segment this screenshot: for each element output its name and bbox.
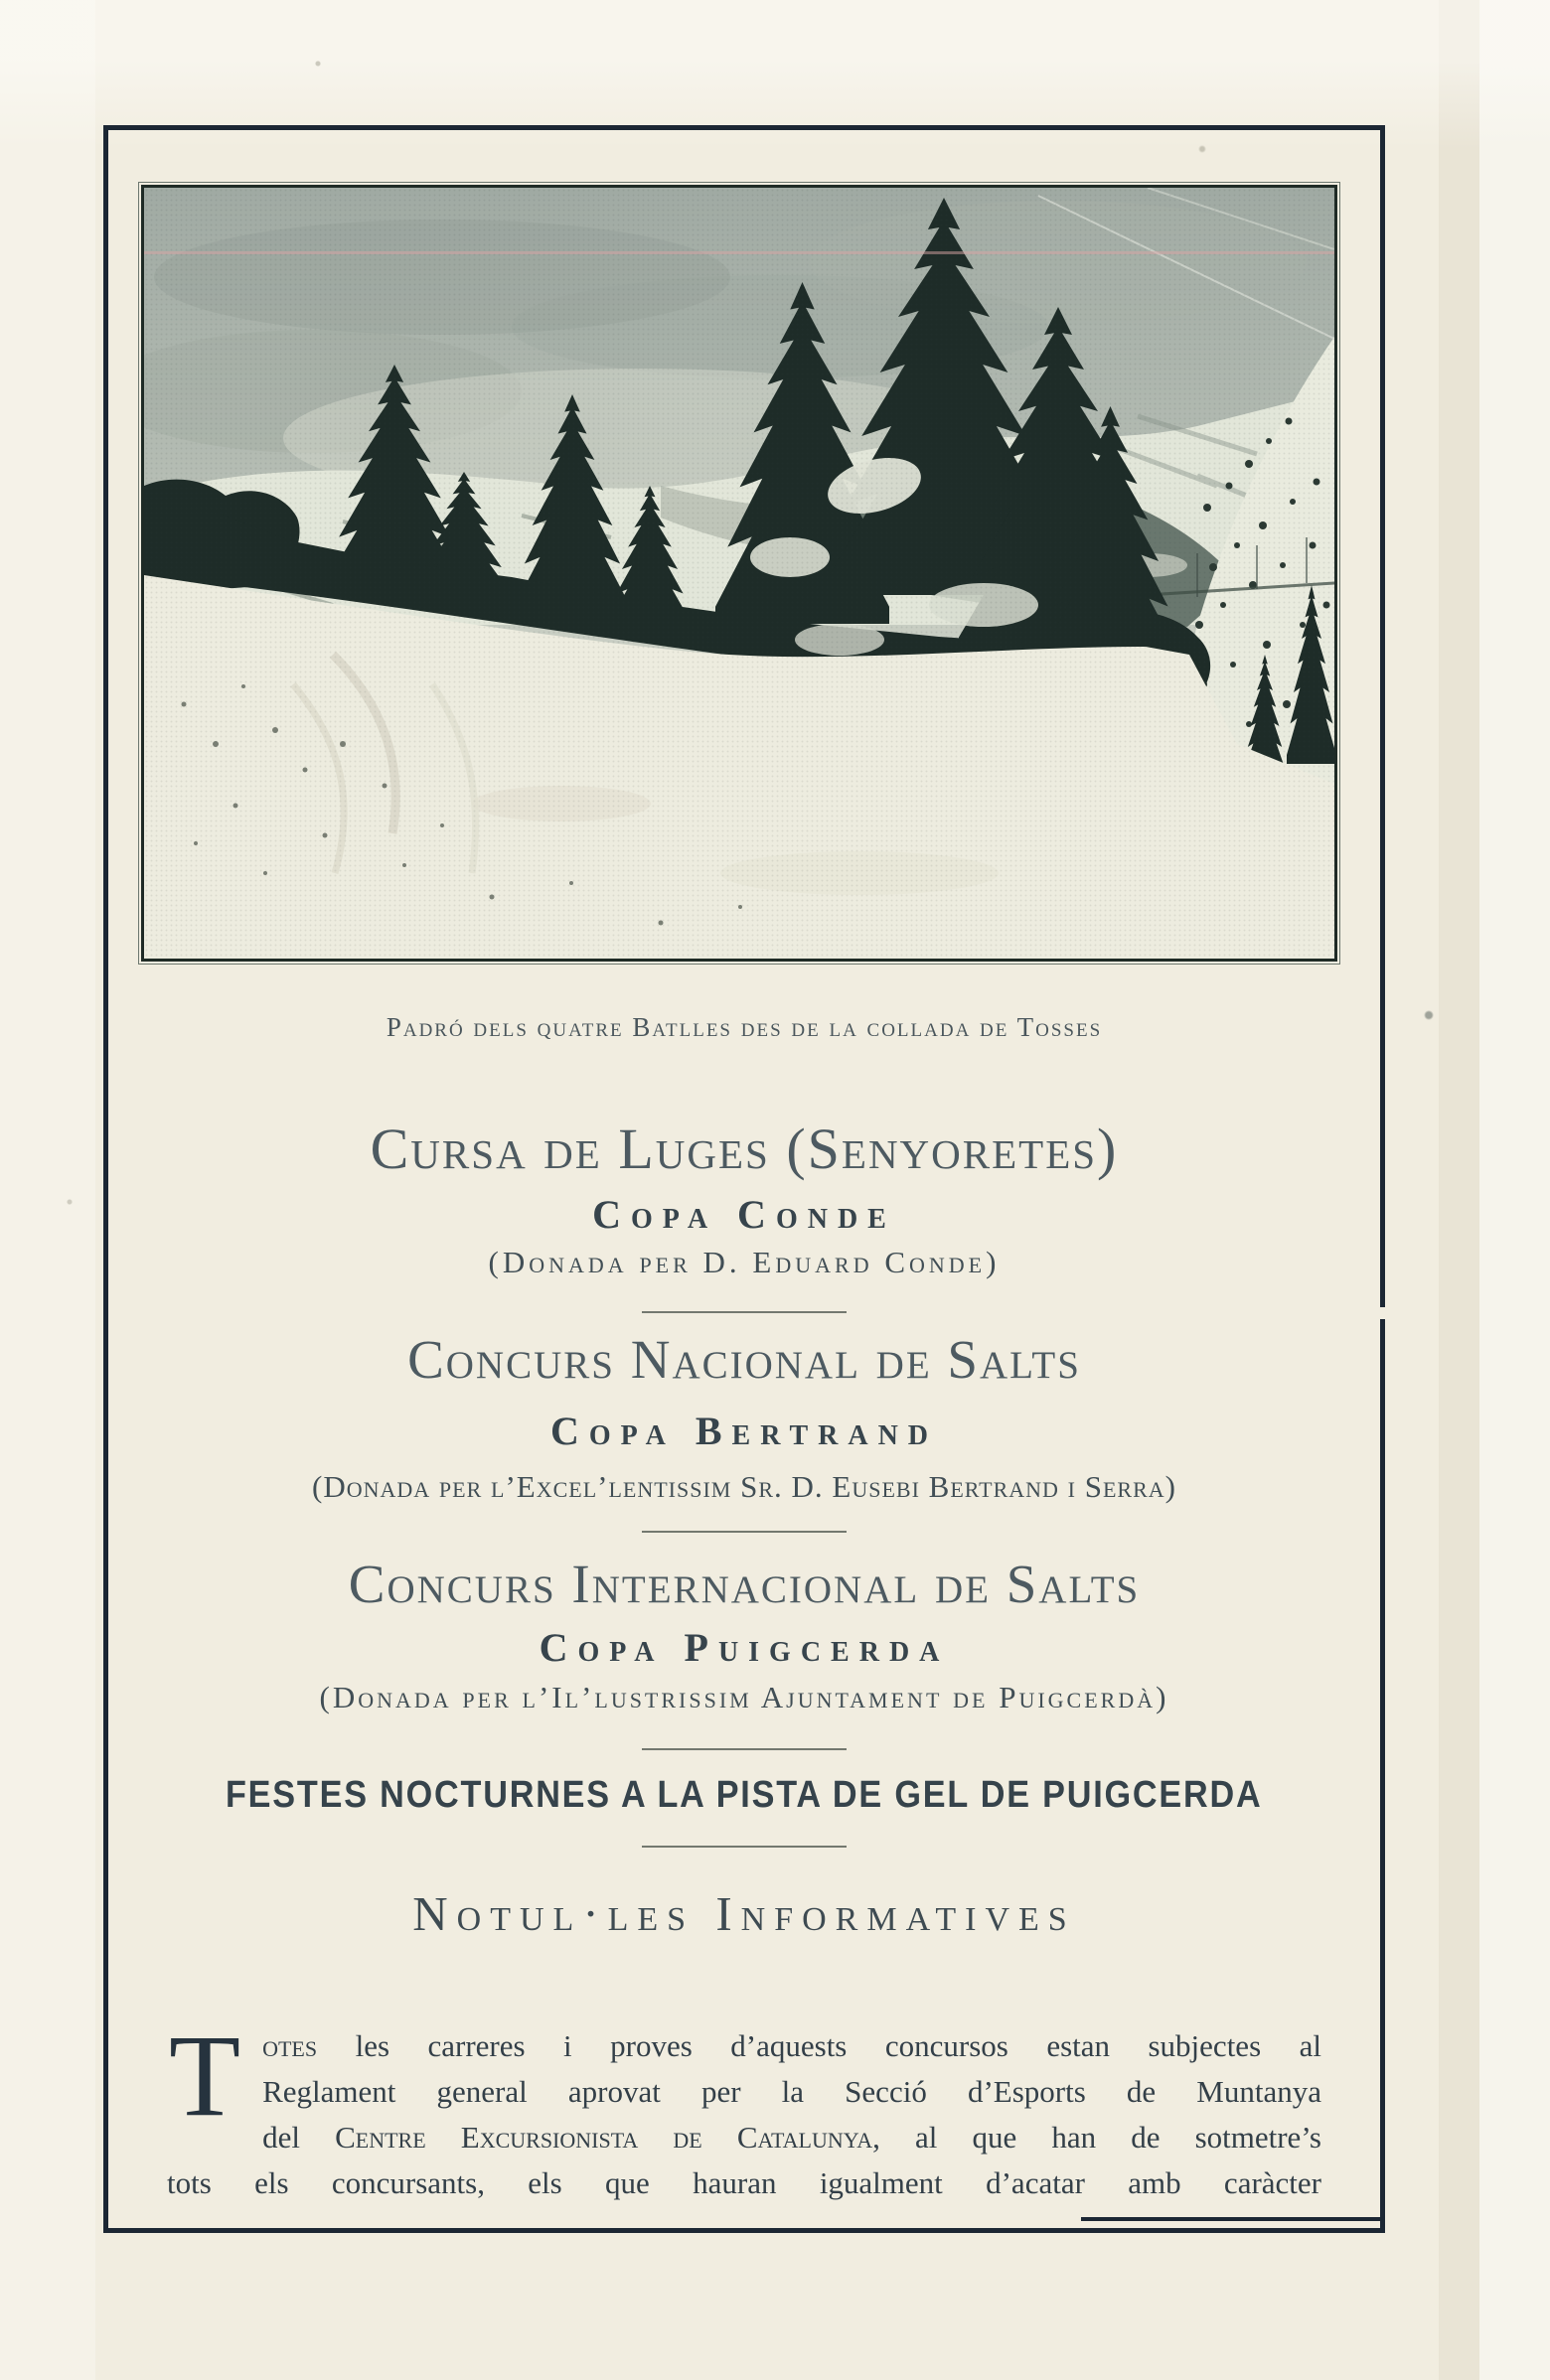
paragraph-line2: Reglament general aprovat per la Secció d’Esports de Muntanya — [262, 2074, 1321, 2109]
paragraph-line3-pre: del — [262, 2120, 336, 2155]
paragraph-line4: tots els concursants, els que hauran igualment d’acatar amb caràcter — [167, 2165, 1321, 2200]
trophy-copa-conde: Copa Conde — [592, 1192, 896, 1237]
frame-bottom-double-line — [1081, 2217, 1385, 2221]
mountain-photo-illustration — [144, 188, 1334, 959]
event-title-cursa-de-luges: Cursa de Luges (Senyoretes) — [370, 1116, 1119, 1181]
mountain-photo — [141, 185, 1337, 962]
trophy-copa-puigcerda: Copa Puigcerda — [539, 1625, 950, 1670]
festes-nocturnes-text: FESTES NOCTURNES A LA PISTA DE GEL DE PUIGCERDA — [226, 1774, 1263, 1816]
donor-copa-puigcerda: (Donada per l’Il’lustrissim Ajuntament de Puigcerdà) — [319, 1680, 1169, 1714]
event-title-concurs-nacional: Concurs Nacional de Salts — [407, 1329, 1081, 1390]
donor-copa-conde: (Donada per D. Eduard Conde) — [488, 1245, 1001, 1279]
drop-cap: T — [169, 2010, 241, 2141]
donor-copa-bertrand: (Donada per l’Excel’lentissim Sr. D. Eusebi Bertrand i Serra) — [312, 1469, 1176, 1504]
notes-heading: Notul·les Informatives — [412, 1886, 1076, 1941]
photo-caption: Padró dels quatre Batlles des de la collada de Tosses — [386, 1012, 1103, 1042]
festes-nocturnes-line — [103, 1770, 1385, 1820]
frame-scan-gap — [1375, 1307, 1389, 1319]
paragraph-line1: les carreres i proves d’aquests concursos estan subjectes al — [317, 2028, 1321, 2063]
paragraph-line3-smallcaps: Centre Excursionista de Catalunya — [335, 2120, 873, 2155]
trophy-copa-bertrand: Copa Bertrand — [549, 1409, 939, 1453]
section-divider — [642, 1311, 847, 1313]
section-divider — [642, 1748, 847, 1750]
section-divider — [642, 1531, 847, 1533]
section-divider — [642, 1846, 847, 1848]
paragraph-line3-post: , al que han de sotmetre’s — [872, 2120, 1321, 2155]
photo-halftone-overlay — [144, 188, 1334, 959]
intro-paragraph — [167, 2010, 1321, 2206]
event-title-concurs-internacional: Concurs Internacional de Salts — [348, 1554, 1141, 1614]
paragraph-line1-smallcaps: otes — [262, 2028, 318, 2063]
